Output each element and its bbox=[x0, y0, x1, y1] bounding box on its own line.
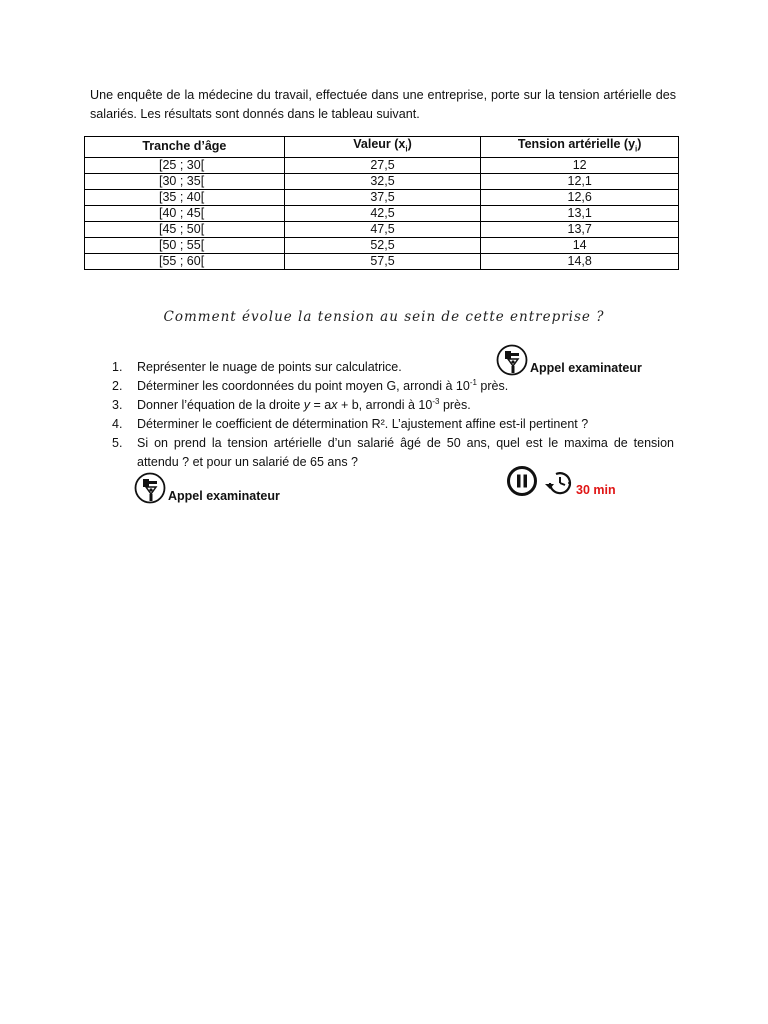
cell-tension: 14 bbox=[481, 237, 679, 253]
cell-value: 37,5 bbox=[284, 189, 481, 205]
cell-value: 52,5 bbox=[284, 237, 481, 253]
cell-tension: 12,6 bbox=[481, 189, 679, 205]
cell-age: [40 ; 45[ bbox=[85, 205, 285, 221]
table-row bbox=[85, 205, 679, 221]
call-examiner-icon bbox=[496, 344, 528, 376]
header-age: Tranche d’âge bbox=[85, 137, 285, 158]
list-item: 1. Représenter le nuage de points sur calculatrice. bbox=[112, 360, 402, 374]
cell-value: 27,5 bbox=[284, 157, 481, 173]
cell-value: 42,5 bbox=[284, 205, 481, 221]
problem-question: Comment évolue la tension au sein de cette entreprise ? bbox=[163, 309, 605, 325]
call-examiner-label: Appel examinateur bbox=[530, 361, 642, 375]
cell-age: [55 ; 60[ bbox=[85, 253, 285, 269]
header-tension: Tension artérielle $(y_i)$ bbox=[481, 137, 679, 158]
call-examiner-1 bbox=[496, 344, 642, 376]
cell-age: [30 ; 35[ bbox=[85, 173, 285, 189]
timer bbox=[506, 465, 616, 497]
list-item: 5. Si on prend la tension artérielle d’un salarié âgé de 50 ans, quel est le maxima de tension attendu ? et pour un salarié de 65 ans ? bbox=[112, 436, 674, 469]
table-row bbox=[85, 237, 679, 253]
list-item: 4. Déterminer le coefficient de détermination R². L’ajustement affine est-il pertinent ? bbox=[112, 417, 589, 431]
intro-paragraph bbox=[90, 86, 676, 124]
timer-duration: 30 min bbox=[576, 483, 616, 497]
header-value: Valeur $(x_i)$ bbox=[284, 137, 481, 158]
table-row bbox=[85, 157, 679, 173]
list-item: 2. Déterminer les coordonnées du point moyen G, arrondi à $10^{-1}$ près. bbox=[112, 377, 509, 393]
call-examiner-icon bbox=[134, 472, 166, 504]
cell-value: 57,5 bbox=[284, 253, 481, 269]
clock-countdown-icon bbox=[544, 469, 574, 497]
table-row bbox=[85, 173, 679, 189]
cell-age: [35 ; 40[ bbox=[85, 189, 285, 205]
intro-line-2: des salariés. Les résultats sont donnés dans le tableau suivant. bbox=[90, 88, 676, 121]
cell-age: [25 ; 30[ bbox=[85, 157, 285, 173]
table-header-row bbox=[85, 137, 679, 158]
call-examiner-2 bbox=[134, 472, 280, 504]
cell-value: 32,5 bbox=[284, 173, 481, 189]
intro-line-1: Une enquête de la médecine du travail, effectuée dans une entreprise, porte sur la tension artérielle bbox=[90, 88, 652, 102]
list-item: 3. Donner l’équation de la droite y = ax + b, arrondi à $10^{-3}$ près. bbox=[112, 396, 471, 412]
cell-tension: 12,1 bbox=[481, 173, 679, 189]
table-row bbox=[85, 221, 679, 237]
call-examiner-label: Appel examinateur bbox=[168, 489, 280, 503]
cell-age: [45 ; 50[ bbox=[85, 221, 285, 237]
cell-tension: 12 bbox=[481, 157, 679, 173]
cell-age: [50 ; 55[ bbox=[85, 237, 285, 253]
data-table bbox=[84, 136, 679, 270]
table-row bbox=[85, 189, 679, 205]
cell-value: 47,5 bbox=[284, 221, 481, 237]
cell-tension: 14,8 bbox=[481, 253, 679, 269]
cell-tension: 13,1 bbox=[481, 205, 679, 221]
cell-tension: 13,7 bbox=[481, 221, 679, 237]
table-row bbox=[85, 253, 679, 269]
pause-icon bbox=[506, 465, 538, 497]
